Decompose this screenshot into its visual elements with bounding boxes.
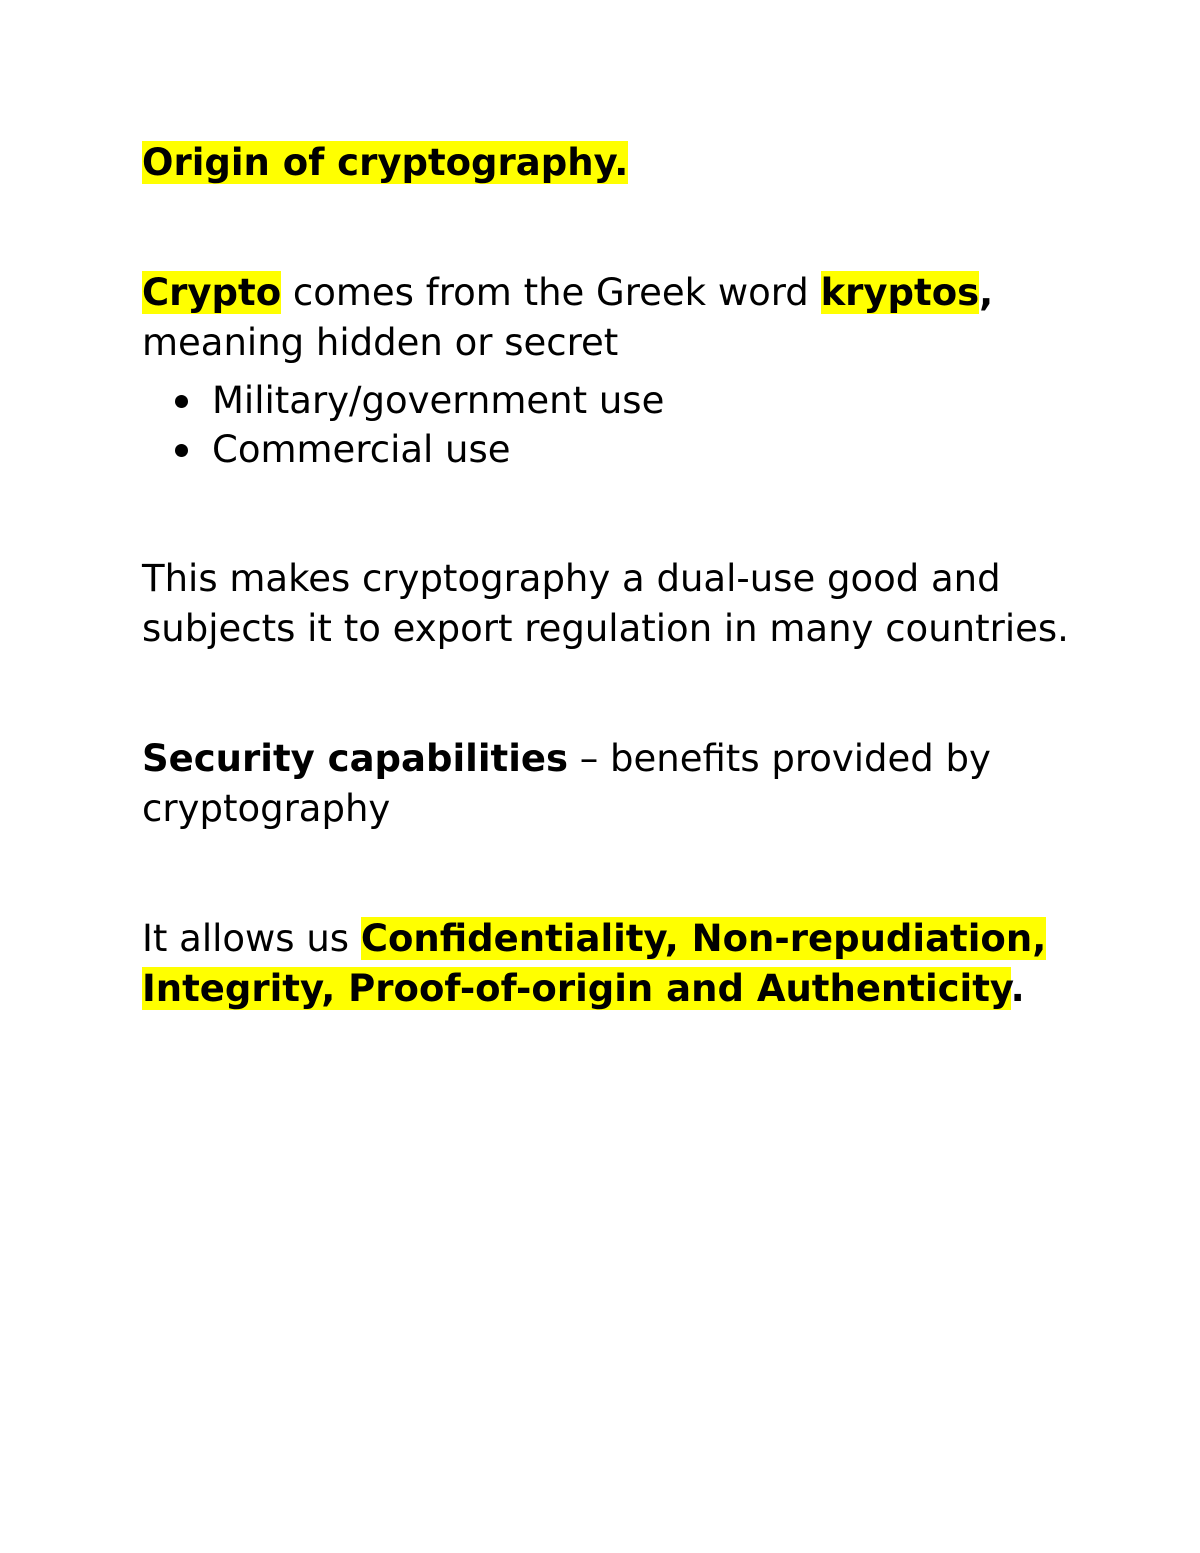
security-term: Security capabilities bbox=[142, 737, 569, 780]
intro-middle-text: comes from the Greek word bbox=[281, 271, 821, 314]
kryptos-term: kryptos bbox=[820, 271, 980, 314]
list-item-text: Military/government use bbox=[212, 379, 665, 422]
allows-period: . bbox=[1010, 967, 1025, 1010]
dual-use-paragraph: This makes cryptography a dual-use good and subjects it to export regulation in many countries. bbox=[142, 557, 1069, 650]
intro-rest-text: meaning hidden or secret bbox=[142, 321, 619, 364]
bullet-icon bbox=[175, 444, 188, 457]
document-heading bbox=[142, 138, 1072, 188]
crypto-term: Crypto bbox=[142, 271, 282, 314]
allows-paragraph bbox=[142, 914, 1072, 1014]
list-item bbox=[142, 425, 1072, 474]
security-rest-text: – benefits provided by cryptography bbox=[142, 737, 991, 830]
heading-highlight: Origin of cryptography. bbox=[142, 141, 629, 184]
list-item-text: Commercial use bbox=[212, 428, 511, 471]
document-body bbox=[142, 138, 1072, 1014]
list-item bbox=[142, 376, 1072, 425]
intro-comma: , bbox=[979, 271, 994, 314]
capabilities-highlight: Confidentiality, Non-repudiation, Integrity, Proof-of-origin and Authenticity bbox=[142, 917, 1047, 1010]
allows-lead-text: It allows us bbox=[142, 917, 361, 960]
uses-list bbox=[142, 376, 1072, 474]
security-paragraph bbox=[142, 734, 1072, 834]
intro-paragraph bbox=[142, 268, 1072, 368]
bullet-icon bbox=[175, 395, 188, 408]
